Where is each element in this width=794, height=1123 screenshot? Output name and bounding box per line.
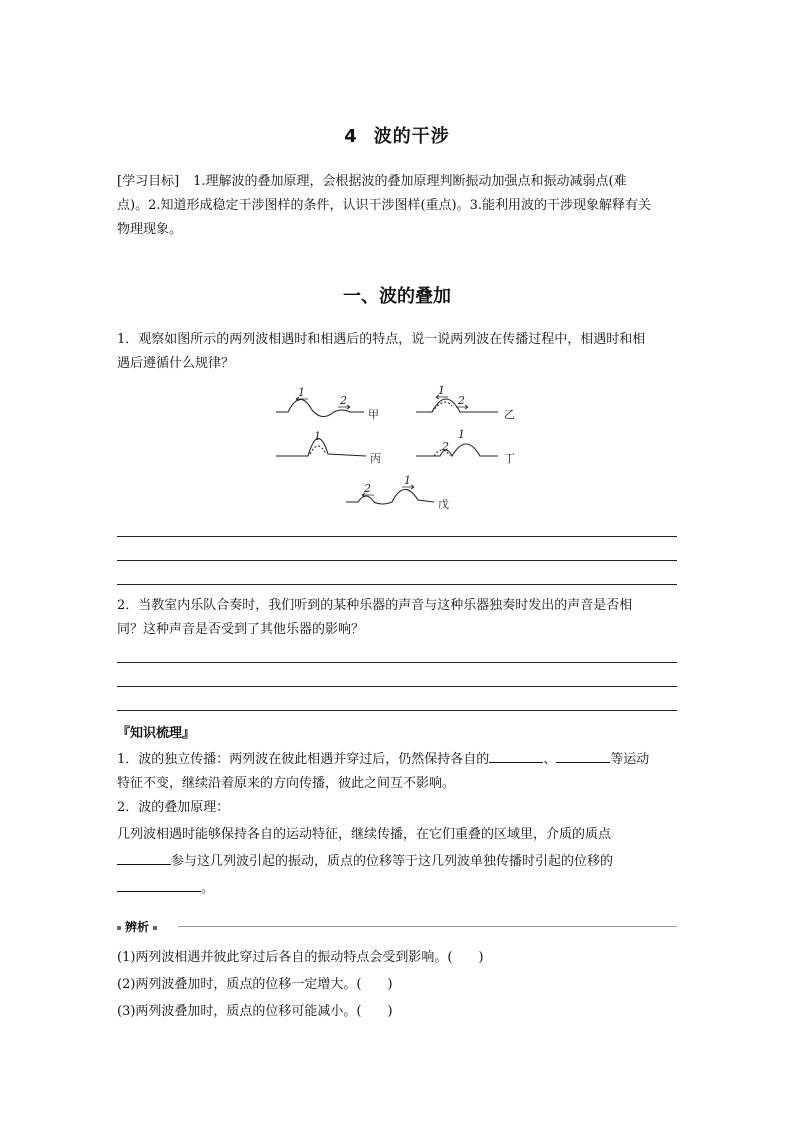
analysis-list bbox=[117, 946, 679, 1024]
analysis-item: (1)两列波相遇并彼此穿过后各自的振动特点会受到影响。( ) bbox=[117, 950, 484, 965]
fill-blank-3[interactable] bbox=[117, 850, 171, 865]
knowledge-item-1-tail: 等运动 bbox=[610, 752, 650, 767]
fig-panel-jia: 甲 bbox=[368, 408, 379, 421]
question-1-line-1: 1．观察如图所示的两列波相遇时和相遇后的特点，说一说两列波在传播过程中，相遇时和相 bbox=[117, 332, 646, 347]
objectives-line-2: 点)。2.知道形成稳定干涉图样的条件，认识干涉图样(重点)。3.能利用波的干涉现象解释有关 bbox=[117, 198, 652, 213]
section-number: 4 bbox=[344, 126, 358, 147]
fig-wave-2-label-d: 2 bbox=[442, 440, 449, 453]
page-title bbox=[0, 122, 794, 148]
fig-wave-1-label: 1 bbox=[298, 386, 305, 399]
knowledge-section bbox=[117, 722, 679, 901]
wave-superposition-figure bbox=[270, 382, 515, 512]
knowledge-item-2-cont: 参与这几列波引起的振动，质点的位移等于这几列波单独传播时引起的位移的 bbox=[171, 854, 614, 869]
question-1-line-2: 遇后遵循什么规律？ bbox=[117, 356, 235, 371]
answer-line[interactable] bbox=[117, 560, 677, 561]
fig-panel-ding: 丁 bbox=[504, 452, 515, 465]
fill-blank-4[interactable] bbox=[117, 877, 201, 892]
answer-line[interactable] bbox=[117, 686, 677, 687]
objectives-line-1: 1.理解波的叠加原理，会根据波的叠加原理判断振动加强点和振动减弱点(难 bbox=[193, 174, 627, 189]
knowledge-item-1-text: 1．波的独立传播：两列波在彼此相遇并穿过后，仍然保持各自的 bbox=[117, 752, 490, 767]
question-2-line-1: 2．当教室内乐队合奏时，我们听到的某种乐器的声音与这种乐器独奏时发出的声音是否相 bbox=[117, 598, 633, 613]
objectives-label: [学习目标] bbox=[117, 174, 180, 189]
section-title: 波的干涉 bbox=[373, 126, 450, 147]
knowledge-item-2: 2．波的叠加原理： bbox=[117, 800, 230, 815]
fig-panel-bing: 丙 bbox=[370, 452, 381, 465]
section-heading: 一、波的叠加 bbox=[343, 286, 451, 307]
analysis-divider bbox=[178, 926, 677, 927]
answer-line[interactable] bbox=[117, 536, 677, 537]
fig-wave-1-label-d: 1 bbox=[458, 428, 465, 441]
fill-blank-1[interactable] bbox=[489, 748, 543, 763]
analysis-label-text: 辨析 bbox=[125, 920, 150, 934]
fig-panel-yi: 乙 bbox=[504, 408, 515, 421]
knowledge-item-1-cont: 特征不变，继续沿着原来的方向传播，彼此之间互不影响。 bbox=[117, 776, 456, 791]
fig-wave-2-label-b: 2 bbox=[458, 394, 465, 407]
knowledge-title: 『知识梳理』 bbox=[117, 726, 196, 741]
answer-line[interactable] bbox=[117, 584, 677, 585]
question-2 bbox=[117, 594, 679, 642]
answer-line[interactable] bbox=[117, 662, 677, 663]
learning-objectives bbox=[117, 170, 679, 242]
knowledge-item-2-text: 几列波相遇时能够保持各自的运动特征，继续传播，在它们重叠的区域里，介质的质点 bbox=[117, 827, 612, 842]
sentence-end: 。 bbox=[201, 881, 215, 896]
blank-separator: 、 bbox=[543, 752, 557, 767]
fig-wave-1-label-b: 1 bbox=[438, 384, 445, 397]
analysis-label bbox=[117, 918, 161, 935]
fill-blank-2[interactable] bbox=[556, 748, 610, 763]
fig-wave-1-label-c: 1 bbox=[314, 430, 321, 443]
question-2-line-2: 同？这种声音是否受到了其他乐器的影响？ bbox=[117, 622, 365, 637]
analysis-item: (2)两列波叠加时，质点的位移一定增大。( ) bbox=[117, 977, 393, 992]
question-1 bbox=[117, 328, 679, 376]
fig-wave-2-label-e: 2 bbox=[364, 482, 371, 495]
fig-wave-2-label: 2 bbox=[340, 394, 347, 407]
answer-line[interactable] bbox=[117, 710, 677, 711]
fig-wave-1-label-e: 1 bbox=[404, 474, 411, 487]
analysis-item: (3)两列波叠加时，质点的位移可能减小。( ) bbox=[117, 1004, 393, 1019]
objectives-line-3: 物理现象。 bbox=[117, 222, 183, 237]
fig-panel-wu: 戊 bbox=[438, 498, 449, 511]
